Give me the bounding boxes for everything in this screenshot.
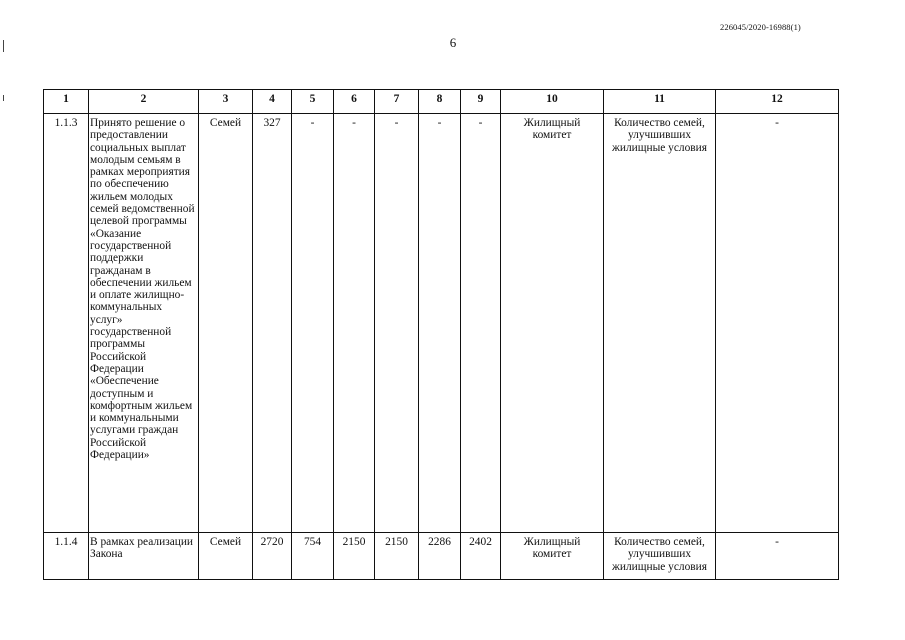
row-value-col5: - — [292, 114, 334, 533]
document-id: 226045/2020-16988(1) — [720, 22, 801, 32]
column-header: 3 — [199, 90, 253, 114]
row-value-col6: - — [334, 114, 375, 533]
row-number: 1.1.3 — [44, 114, 89, 533]
column-header: 12 — [716, 90, 839, 114]
column-header: 5 — [292, 90, 334, 114]
row-value-col9: - — [461, 114, 501, 533]
row-executor: Жилищный комитет — [501, 533, 604, 580]
column-header: 1 — [44, 90, 89, 114]
column-header: 4 — [253, 90, 292, 114]
data-table — [43, 89, 839, 580]
scan-mark-left-top — [3, 40, 4, 52]
column-header: 10 — [501, 90, 604, 114]
row-value-col5: 754 — [292, 533, 334, 580]
column-header: 7 — [375, 90, 419, 114]
row-value-col6: 2150 — [334, 533, 375, 580]
column-header: 11 — [604, 90, 716, 114]
table-header-row — [44, 90, 839, 114]
page-number: 6 — [449, 35, 457, 50]
column-header: 9 — [461, 90, 501, 114]
row-value-col9: 2402 — [461, 533, 501, 580]
row-number: 1.1.4 — [44, 533, 89, 580]
row-value-col8: - — [419, 114, 461, 533]
row-indicator: Количество семей, улучшивших жилищные условия — [604, 533, 716, 580]
row-value-col4: 2720 — [253, 533, 292, 580]
row-value-col7: - — [375, 114, 419, 533]
row-indicator: Количество семей, улучшивших жилищные условия — [604, 114, 716, 533]
column-header: 8 — [419, 90, 461, 114]
row-value-col7: 2150 — [375, 533, 419, 580]
row-value-col4: 327 — [253, 114, 292, 533]
row-description: Принято решение о предоставлении социальных выплат молодым семьям в рамках мероприятия по обеспечению жильем молодых семей ведомственной целевой программы «Оказание государственной поддержки гражданам в обеспечении жильем и оплате жилищно-коммунальных услуг» государственной программы Российской Федерации «Обеспечение доступным и комфортным жильем и коммунальными услугами граждан Российской Федерации» — [89, 114, 199, 533]
row-value-col8: 2286 — [419, 533, 461, 580]
column-header: 6 — [334, 90, 375, 114]
row-executor: Жилищный комитет — [501, 114, 604, 533]
row-unit: Семей — [199, 533, 253, 580]
row-unit: Семей — [199, 114, 253, 533]
table-row — [44, 533, 839, 580]
scan-mark-left-bottom — [3, 95, 4, 101]
row-value-col12: - — [716, 114, 839, 533]
row-description: В рамках реализации Закона — [89, 533, 199, 580]
column-header: 2 — [89, 90, 199, 114]
table-row — [44, 114, 839, 533]
row-value-col12: - — [716, 533, 839, 580]
